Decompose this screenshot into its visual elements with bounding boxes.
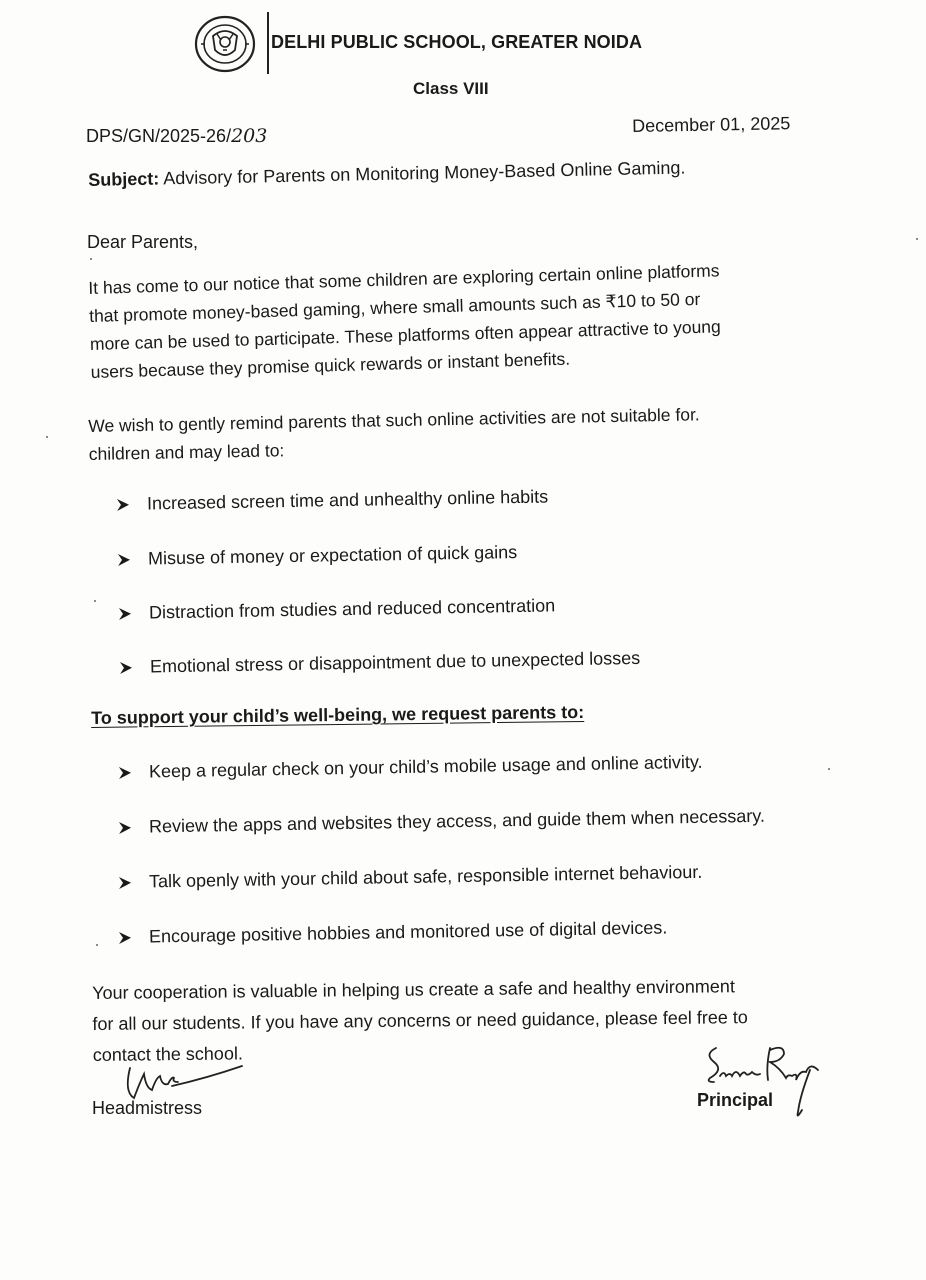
letter-date: December 01, 2025	[632, 113, 791, 136]
scan-speck	[46, 436, 48, 438]
list-item	[118, 806, 765, 838]
support-heading: To support your child’s well-being, we request parents to:	[91, 701, 585, 728]
list-item	[118, 595, 556, 624]
school-name: DELHI PUBLIC SCHOOL, GREATER NOIDA	[271, 32, 643, 52]
scan-speck	[94, 600, 96, 602]
subject-text: Advisory for Parents on Monitoring Money-Based Online Gaming.	[163, 157, 686, 189]
arrowhead-bullet-icon	[118, 930, 132, 944]
list-item	[116, 486, 549, 515]
list-item	[118, 862, 703, 893]
list-item	[118, 917, 668, 948]
reference-printed: DPS/GN/2025-26/	[86, 126, 232, 146]
risk-text: Increased screen time and unhealthy online habits	[146, 486, 549, 514]
request-text: Talk openly with your child about safe, responsible internet behaviour.	[148, 861, 703, 892]
paragraph-line: We wish to gently remind parents that such online activities are not suitable for.	[88, 404, 700, 436]
paragraph-line: children and may lead to:	[88, 440, 285, 464]
class-label: Class VIII	[413, 79, 489, 98]
request-text: Encourage positive hobbies and monitored use of digital devices.	[148, 917, 668, 947]
paragraph-reminder	[88, 400, 700, 468]
salutation: Dear Parents,	[87, 232, 199, 252]
paragraph-intro	[88, 256, 722, 386]
scan-speck	[916, 238, 918, 240]
scan-speck	[828, 768, 830, 770]
reference-number	[86, 125, 267, 147]
scan-speck	[90, 258, 92, 260]
arrowhead-bullet-icon	[118, 606, 132, 620]
scan-speck	[96, 944, 98, 946]
closing-paragraph	[92, 971, 748, 1071]
paragraph-line: that promote money-based gaming, where small amounts such as ₹10 to 50 or	[88, 288, 701, 326]
risk-text: Emotional stress or disappointment due to unexpected losses	[149, 647, 641, 677]
arrowhead-bullet-icon	[118, 875, 132, 889]
arrowhead-bullet-icon	[118, 820, 132, 834]
reference-handwritten: 203	[231, 125, 268, 147]
school-crest-icon	[193, 14, 257, 74]
principal-title: Principal	[697, 1090, 774, 1110]
paragraph-line: contact the school.	[92, 1043, 243, 1065]
list-item	[119, 648, 641, 678]
headmistress-title: Headmistress	[92, 1098, 203, 1118]
request-text: Review the apps and websites they access, and guide them when necessary.	[148, 805, 766, 837]
risk-text: Misuse of money or expectation of quick gains	[147, 542, 518, 569]
arrowhead-bullet-icon	[117, 552, 131, 566]
arrowhead-bullet-icon	[116, 497, 130, 511]
arrowhead-bullet-icon	[119, 660, 133, 674]
risk-text: Distraction from studies and reduced concentration	[148, 595, 556, 623]
list-item	[118, 752, 703, 783]
subject-line	[88, 157, 686, 191]
list-item	[117, 542, 518, 570]
paragraph-line: more can be used to participate. These platforms often appear attractive to young	[89, 316, 722, 354]
header-divider	[267, 12, 269, 74]
arrowhead-bullet-icon	[118, 765, 132, 779]
paragraph-line: Your cooperation is valuable in helping us create a safe and healthy environment	[92, 976, 735, 1003]
subject-label: Subject:	[88, 168, 160, 190]
paragraph-line: for all our students. If you have any concerns or need guidance, please feel free to	[92, 1007, 748, 1034]
paragraph-line: It has come to our notice that some children are exploring certain online platforms	[88, 260, 720, 298]
paragraph-line: users because they promise quick rewards or instant benefits.	[90, 348, 571, 382]
request-text: Keep a regular check on your child’s mobile usage and online activity.	[148, 751, 703, 782]
